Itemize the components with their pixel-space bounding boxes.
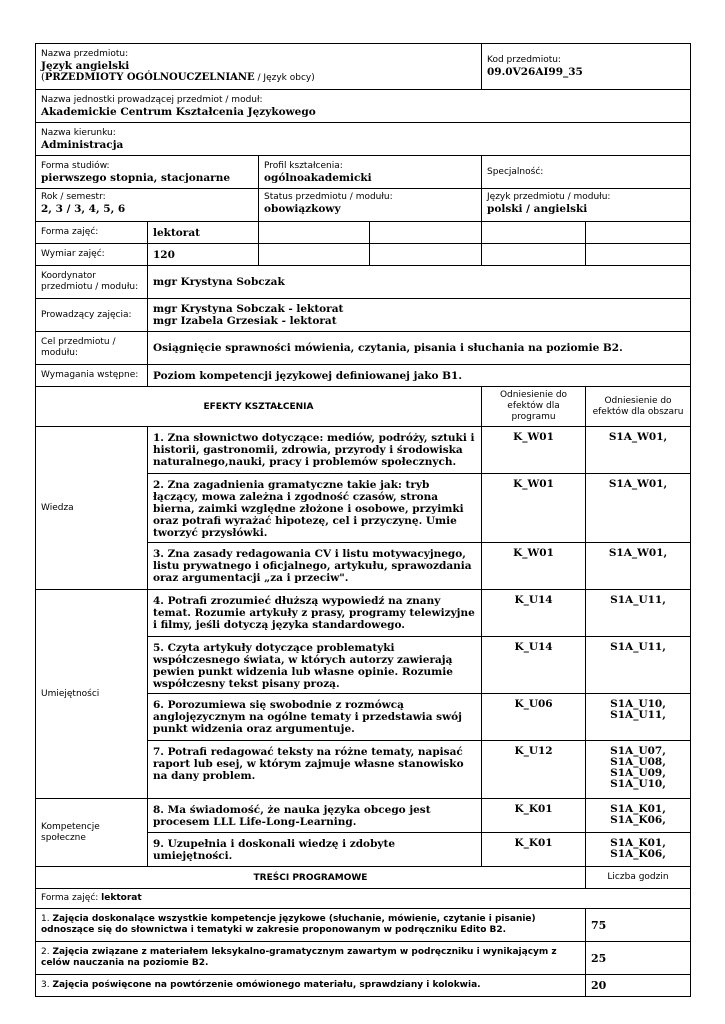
program-item-number: 2. (41, 947, 53, 957)
class-hours-label: Wymiar zajęć: (36, 244, 148, 266)
study-form-value: pierwszego stopnia, stacjonarne (41, 171, 231, 184)
class-form-label: Forma zajęć: (36, 222, 148, 244)
course-card (35, 43, 690, 997)
effect-program-ref: K_U12 (482, 741, 586, 799)
program-item (36, 975, 586, 997)
class-form-empty-3 (482, 222, 586, 244)
effect-text: 8. Ma świadomość, że nauka języka obcego jest procesem LLL Life-Long-Learning. (148, 799, 482, 833)
effect-area-ref: S1A_K01, S1A_K06, (586, 833, 691, 867)
program-table (35, 866, 691, 997)
effect-text: 2. Zna zagadnienia gramatyczne takie jak: tryb łączący, mowa zależna i zgodność czasów, strona bierna, zaimki względne złożone i osobowe, przyimki oraz potrafi wyrażać hipotezę, cel i przyczynę. Umie tworzyć przysłówki. (148, 474, 482, 543)
program-form-value: lektorat (101, 893, 142, 903)
program-row (36, 909, 691, 942)
field-label: Nazwa kierunku: (41, 127, 116, 138)
subject-code-cell (482, 44, 691, 90)
subject-name: Język angielski (41, 60, 130, 72)
effect-program-ref: K_W01 (482, 427, 586, 474)
instructors-label: Prowadzący zajęcia: (36, 299, 148, 332)
instructors-cell (148, 299, 691, 332)
status-label: Status przedmiotu / modułu: (264, 192, 393, 202)
effect-row (36, 590, 691, 637)
class-hours-empty-1 (259, 244, 370, 266)
program-item-text: Zajęcia doskonalące wszystkie kompetencje językowe (słuchanie, mówienie, czytanie i pisanie) odnoszące się do słownictwa i tematyki w zakresie proponowanym w podręczniku Edito B2. (41, 914, 536, 935)
effect-program-ref: K_U06 (482, 694, 586, 741)
effect-area-ref: S1A_U07, S1A_U08, S1A_U09, S1A_U10, (586, 741, 691, 799)
effect-text: 4. Potrafi zrozumieć dłuższą wypowiedź na znany temat. Rozumie artykuły z prasy, programy telewizyjne i filmy, jeśli dotyczą języka standardowego. (148, 590, 482, 637)
program-form (36, 889, 691, 909)
effect-text: 6. Porozumiewa się swobodnie z rozmówcą anglojęzycznym na ogólne tematy i przedstawia swój punkt widzenia oraz argumentuje. (148, 694, 482, 741)
class-hours-empty-3 (482, 244, 586, 266)
effect-area-ref: S1A_W01, (586, 427, 691, 474)
profile-cell (259, 156, 482, 189)
coordinator-value: mgr Krystyna Sobczak (148, 266, 691, 299)
effect-area-ref: S1A_W01, (586, 474, 691, 543)
program-title: TREŚCI PROGRAMOWE (36, 867, 586, 889)
subject-group-name: PRZEDMIOTY OGÓLNOUCZELNIANE (44, 72, 255, 83)
language-label: Język przedmiotu / modułu: (487, 192, 611, 202)
effect-program-ref: K_U14 (482, 590, 586, 637)
effect-row (36, 427, 691, 474)
year-cell (36, 189, 259, 222)
profile-value: ogólnoakademicki (264, 171, 372, 184)
effect-area-ref: S1A_U10, S1A_U11, (586, 694, 691, 741)
group-social: Kompetencje społeczne (36, 799, 148, 867)
class-details-table (35, 221, 691, 387)
specialty-cell (482, 156, 691, 189)
status-value: obowiązkowy (264, 203, 341, 215)
group-knowledge: Wiedza (36, 427, 148, 590)
program-form-label: Forma zajęć: (41, 893, 102, 903)
profile-label: Profil kształcenia: (264, 160, 343, 171)
effect-text: 3. Zna zasady redagowania CV i listu motywacyjnego, listu prywatnego i oficjalnego, artykułu, sprawozdania oraz argumentacji „za i przeciw". (148, 543, 482, 590)
requirements-label: Wymagania wstępne: (36, 365, 148, 387)
effect-text: 9. Uzupełnia i doskonali wiedzę i zdobyte umiejętności. (148, 833, 482, 867)
effect-text: 7. Potrafi redagować teksty na różne tematy, napisać raport lub esej, w którym zajmuje własne stanowisko na dany problem. (148, 741, 482, 799)
effect-area-ref: S1A_U11, (586, 637, 691, 694)
class-hours-empty-4 (586, 244, 691, 266)
effects-table (35, 386, 691, 867)
subject-group-type: / Język obcy) (254, 73, 315, 83)
year-label: Rok / semestr: (41, 192, 106, 202)
program-item-hours: 75 (586, 909, 691, 942)
course-info-table (35, 43, 691, 222)
subject-group-paren: ( (41, 72, 45, 83)
effect-program-ref: K_K01 (482, 833, 586, 867)
status-cell (259, 189, 482, 222)
instructor-2: mgr Izabela Grzesiak - lektorat (153, 315, 337, 327)
effect-text: 1. Zna słownictwo dotyczące: mediów, podróży, sztuki i historii, gastronomii, zdrowia, przyrody i środowiska naturalnego,nauki, pracy i problemów społecznych. (148, 427, 482, 474)
language-value: polski / angielski (487, 203, 588, 215)
subject-code-label: Kod przedmiotu: (487, 55, 561, 65)
requirements-value: Poziom kompetencji językowej definiowanej jako B1. (148, 365, 691, 387)
class-form-empty-2 (370, 222, 482, 244)
study-form-label: Forma studiów: (41, 160, 110, 171)
program-row (36, 942, 691, 975)
language-cell (482, 189, 691, 222)
effects-title: EFEKTY KSZTAŁCENIA (36, 387, 482, 427)
program-item-number: 1. (41, 914, 53, 924)
effect-program-ref: K_W01 (482, 474, 586, 543)
field-cell (36, 123, 691, 156)
program-item-text: Zajęcia poświęcone na powtórzenie omówionego materiału, sprawdziany i kolokwia. (52, 980, 481, 990)
goal-value: Osiągnięcie sprawności mówienia, czytania, pisania i słuchania na poziomie B2. (148, 332, 691, 365)
effect-row (36, 799, 691, 833)
study-form-cell (36, 156, 259, 189)
subject-code: 09.0V26AI99_35 (487, 66, 583, 78)
subject-name-cell (36, 44, 482, 90)
class-form-value: lektorat (148, 222, 259, 244)
year-value: 2, 3 / 3, 4, 5, 6 (41, 203, 126, 215)
effect-text: 5. Czyta artykuły dotyczące problematyki współczesnego świata, w których autorzy zawierają pewien punkt widzenia lub własne opinie. Rozumie współczesny tekst pisany prozą. (148, 637, 482, 694)
class-hours-value: 120 (148, 244, 259, 266)
effect-area-ref: S1A_K01, S1A_K06, (586, 799, 691, 833)
group-skills: Umiejętności (36, 590, 148, 799)
unit-value: Akademickie Centrum Kształcenia Językowego (41, 105, 316, 118)
effect-area-ref: S1A_U11, (586, 590, 691, 637)
unit-label: Nazwa jednostki prowadzącej przedmiot / moduł: (41, 94, 263, 105)
class-form-empty-4 (586, 222, 691, 244)
program-item-hours: 20 (586, 975, 691, 997)
specialty-label: Specjalność: (487, 166, 544, 177)
program-item-hours: 25 (586, 942, 691, 975)
class-hours-empty-2 (370, 244, 482, 266)
effect-program-ref: K_U14 (482, 637, 586, 694)
coordinator-label: Koordynator przedmiotu / modułu: (36, 266, 148, 299)
field-value: Administracja (41, 138, 124, 151)
effect-area-ref: S1A_W01, (586, 543, 691, 590)
instructor-1: mgr Krystyna Sobczak - lektorat (153, 303, 344, 315)
program-item (36, 909, 586, 942)
hours-header: Liczba godzin (586, 867, 691, 889)
program-ref-header: Odniesienie do efektów dla programu (482, 387, 586, 427)
program-item (36, 942, 586, 975)
program-item-number: 3. (41, 980, 53, 990)
program-row (36, 975, 691, 997)
program-item-text: Zajęcia związane z materiałem leksykalno-gramatycznym zawartym w podręczniku i wynikającym z celów nauczania na poziomie B2. (41, 947, 557, 968)
area-ref-header: Odniesienie do efektów dla obszaru (586, 387, 691, 427)
subject-name-label: Nazwa przedmiotu: (41, 49, 129, 59)
class-form-empty-1 (259, 222, 370, 244)
goal-label: Cel przedmiotu / modułu: (36, 332, 148, 365)
unit-cell (36, 90, 691, 123)
effect-program-ref: K_K01 (482, 799, 586, 833)
effect-program-ref: K_W01 (482, 543, 586, 590)
subject-group (41, 72, 476, 84)
